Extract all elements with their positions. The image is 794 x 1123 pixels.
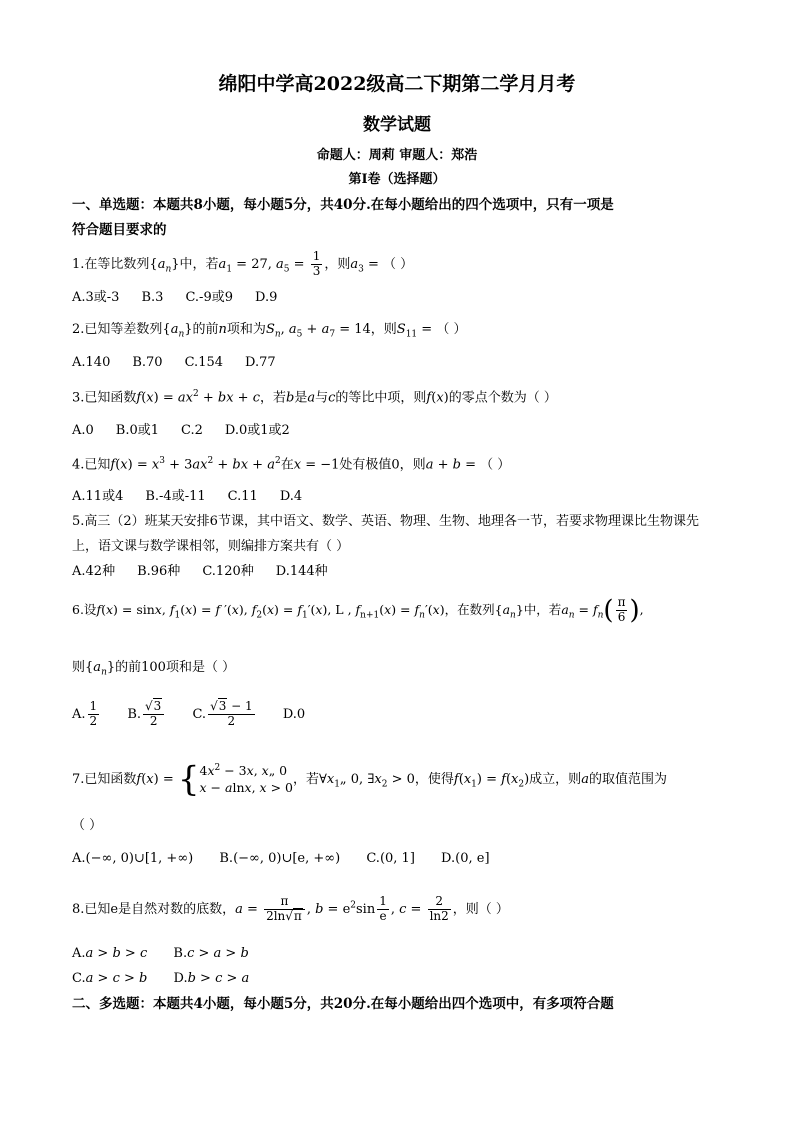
option-a[interactable]: A.3或-3 [72, 290, 120, 305]
question-7-line2: （ ） [72, 818, 103, 833]
question-2-options [72, 355, 732, 372]
question-7-options [72, 851, 732, 868]
option-d[interactable]: D.144种 [275, 564, 328, 579]
option-b[interactable]: B.-4或-11 [145, 489, 206, 504]
option-d[interactable]: D.(0, e] [441, 851, 490, 866]
question-6: 6.设f(x) = sinx, $f_1(x) = f$ ′(x), $f_2(x) = f_1'(x)$, L , $f_{n+1}(x) = f_n'(x)$，在数列$\{a_n\}$中，若$a_n = f_n$( $\frac{\pi}{6}$ ), [72, 595, 644, 626]
section1-heading-line1: 一、单选题：本题共8小题，每小题5分，共40分.在每小题给出的四个选项中，只有一项是 [72, 197, 614, 213]
volume-label: 第I卷（选择题） [348, 172, 446, 187]
option-a[interactable]: A.(−∞, 0)∪[1, +∞) [72, 851, 194, 866]
option-d[interactable]: D.b > c > a [173, 971, 250, 986]
option-b[interactable]: B.0或1 [115, 423, 160, 438]
option-b[interactable]: B. $\frac{√3}{2}$ [127, 707, 166, 722]
option-b[interactable]: B.3 [141, 290, 164, 305]
exam-subtitle: 数学试题 [363, 115, 431, 135]
option-a[interactable]: A.a > b > c [72, 946, 148, 961]
option-c[interactable]: C.2 [181, 423, 203, 438]
question-5-line1: 5.高三（2）班某天安排6节课，其中语文、数学、英语、物理、生物、地理各一节，若要求物理课比生物课先 [72, 514, 699, 529]
option-b[interactable]: B.96种 [137, 564, 181, 579]
exam-authors: 命题人：周莉 审题人：郑浩 [316, 148, 478, 163]
fraction-one-third: $\frac{1}{3}$ [312, 249, 321, 278]
piecewise-function: {$4x^2 - 3x$, x„ 0 x − alnx, x > 0 [177, 759, 293, 800]
option-d[interactable]: D.0或1或2 [224, 423, 290, 438]
option-c[interactable]: C.120种 [202, 564, 254, 579]
option-a[interactable]: A.0 [72, 423, 94, 438]
question-7: 7.已知函数$f(x) = \{4x^2 - 3x$, x„ 0 x − alnx, x > 0，若$\forall x_1„$ 0, $\exists x_2 > 0$，使得$f(x_1) = f(x_2)$成立，则a的取值范围为 [72, 759, 667, 800]
question-4: 4.已知$f(x) = x^3 + 3ax^2$ + bx + $a^2$在x = −1处有极值0，则a + b = （ ） [72, 456, 511, 473]
option-a[interactable]: A. $\frac{1}{2}$ [72, 699, 98, 728]
question-1: 1.在等比数列$\{a_n\}$中，若$a_1 = 27$, $a_5$ = $\frac{1}{3}$ ，则$a_3$ = （ ） [72, 249, 414, 278]
option-c[interactable]: C. $\frac{√3 - 1}{2}$ [192, 699, 253, 728]
question-5-line2: 上，语文课与数学课相邻，则编排方案共有（ ） [72, 539, 350, 554]
option-a[interactable]: A.42种 [72, 564, 116, 579]
question-3-options [72, 423, 732, 440]
question-5-options [72, 564, 732, 581]
option-a[interactable]: A.11或4 [72, 489, 124, 504]
option-d[interactable]: D.77 [245, 355, 276, 370]
question-6-line2: 则$\{a_n\}$的前100项和是（ ） [72, 660, 236, 678]
question-2: 2.已知等差数列$\{a_n\}$的前n项和为$S_n$, $a_5 + a_7 = 14$，则$S_{11}$ = （ ） [72, 322, 467, 340]
question-4-options [72, 489, 732, 506]
question-8-options-row2 [72, 971, 732, 988]
option-d[interactable]: D.9 [255, 290, 278, 305]
option-d[interactable]: D.4 [279, 489, 303, 504]
option-b[interactable]: B.c > a > b [173, 946, 249, 961]
question-3: 3.已知函数$f(x) = ax^2$ + bx + c，若b是a与c的等比中项，则f(x)的零点个数为（ ） [72, 389, 557, 406]
option-c[interactable]: C.154 [184, 355, 224, 370]
question-6-options [72, 700, 732, 729]
option-c[interactable]: C.(0, 1] [366, 851, 415, 866]
option-c[interactable]: C.-9或9 [185, 290, 233, 305]
option-a[interactable]: A.140 [72, 355, 111, 370]
option-d[interactable]: D.0 [282, 706, 306, 722]
question-8: 8.已知e是自然对数的底数，a = $\frac{\pi}{2\ln√\pi}$ , $b = e^2\sin$ $\frac{1}{e}$ , c = $\frac{2}{\ln 2}$ ，则（ ） [72, 894, 509, 923]
question-1-options [72, 290, 732, 307]
question-8-options-row1 [72, 946, 732, 963]
exam-title: 绵阳中学高2022级高二下期第二学月月考 [218, 73, 576, 95]
option-c[interactable]: C.11 [227, 489, 258, 504]
section1-heading-line2: 符合题目要求的 [72, 222, 167, 238]
option-c[interactable]: C.a > c > b [72, 971, 148, 986]
section2-heading-line1: 二、多选题：本题共4小题，每小题5分，共20分.在每小题给出四个选项中，有多项符合题 [72, 996, 614, 1012]
option-b[interactable]: B.70 [132, 355, 163, 370]
option-b[interactable]: B.(−∞, 0)∪[e, +∞) [219, 851, 341, 866]
